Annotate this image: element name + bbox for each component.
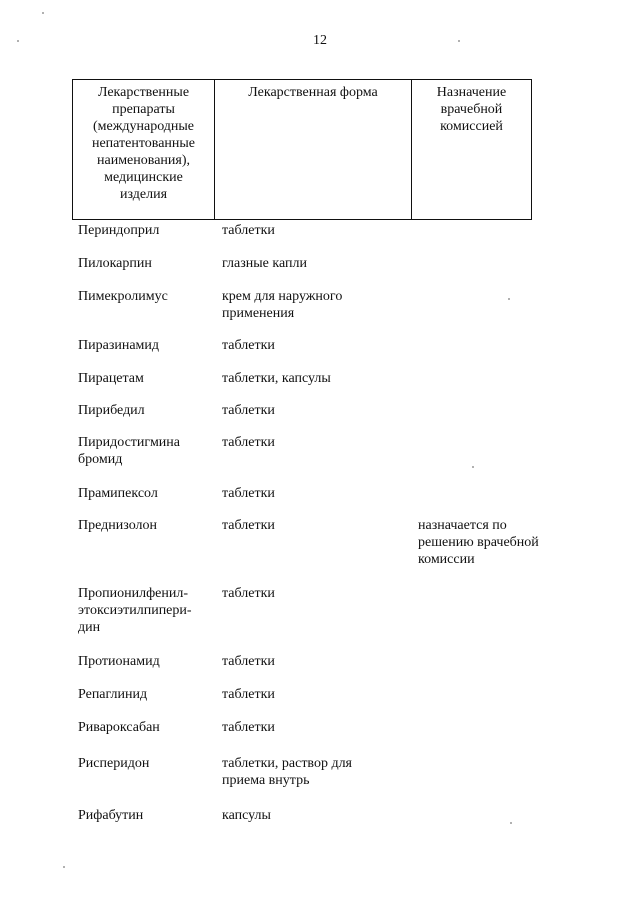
drug-name: Преднизолон <box>78 518 157 533</box>
drug-name: Пимекролимус <box>78 289 168 304</box>
drug-name: Пиразинамид <box>78 338 160 353</box>
drug-name: Пирацетам <box>78 371 144 386</box>
drug-name: Пропионилфенил- этоксиэтилпипери- дин <box>78 586 192 635</box>
page-number: 12 <box>313 33 327 48</box>
dosage-form: таблетки <box>222 338 275 353</box>
drug-name: Пирибедил <box>78 403 145 418</box>
scan-speck <box>472 466 474 468</box>
scan-speck <box>510 822 512 824</box>
dosage-form: глазные капли <box>222 256 307 271</box>
dosage-form: таблетки <box>222 435 275 450</box>
drug-name: Рисперидон <box>78 756 150 771</box>
commission-note: назначается по решению врачебной комиссии <box>418 518 539 567</box>
drug-name: Протионамид <box>78 654 160 669</box>
drug-name: Периндоприл <box>78 223 160 238</box>
drug-name: Репаглинид <box>78 687 148 702</box>
scan-speck <box>63 866 65 868</box>
drug-name: Прамипексол <box>78 486 158 501</box>
dosage-form: таблетки, раствор для приема внутрь <box>222 756 352 788</box>
dosage-form: таблетки <box>222 586 275 601</box>
dosage-form: таблетки <box>222 654 275 669</box>
header-drug-names: Лекарственные препараты (международные непатентованные наименования), медицинские изделия <box>73 80 215 219</box>
table-header <box>72 79 532 220</box>
dosage-form: капсулы <box>222 808 271 823</box>
scan-speck <box>508 298 510 300</box>
dosage-form: таблетки <box>222 223 275 238</box>
dosage-form: крем для наружного применения <box>222 289 343 321</box>
dosage-form: таблетки, капсулы <box>222 371 331 386</box>
drug-name: Пилокарпин <box>78 256 152 271</box>
scan-speck <box>17 40 19 42</box>
dosage-form: таблетки <box>222 720 275 735</box>
header-dosage-form: Лекарственная форма <box>215 80 412 219</box>
scan-speck <box>458 40 460 42</box>
drug-name: Пиридостигмина бромид <box>78 435 181 467</box>
drug-name: Ривароксабан <box>78 720 160 735</box>
dosage-form: таблетки <box>222 486 275 501</box>
drug-name: Рифабутин <box>78 808 144 823</box>
header-commission: Назначение врачебной комиссией <box>436 85 507 134</box>
scan-speck <box>42 12 44 14</box>
dosage-form: таблетки <box>222 403 275 418</box>
dosage-form: таблетки <box>222 518 275 533</box>
dosage-form: таблетки <box>222 687 275 702</box>
